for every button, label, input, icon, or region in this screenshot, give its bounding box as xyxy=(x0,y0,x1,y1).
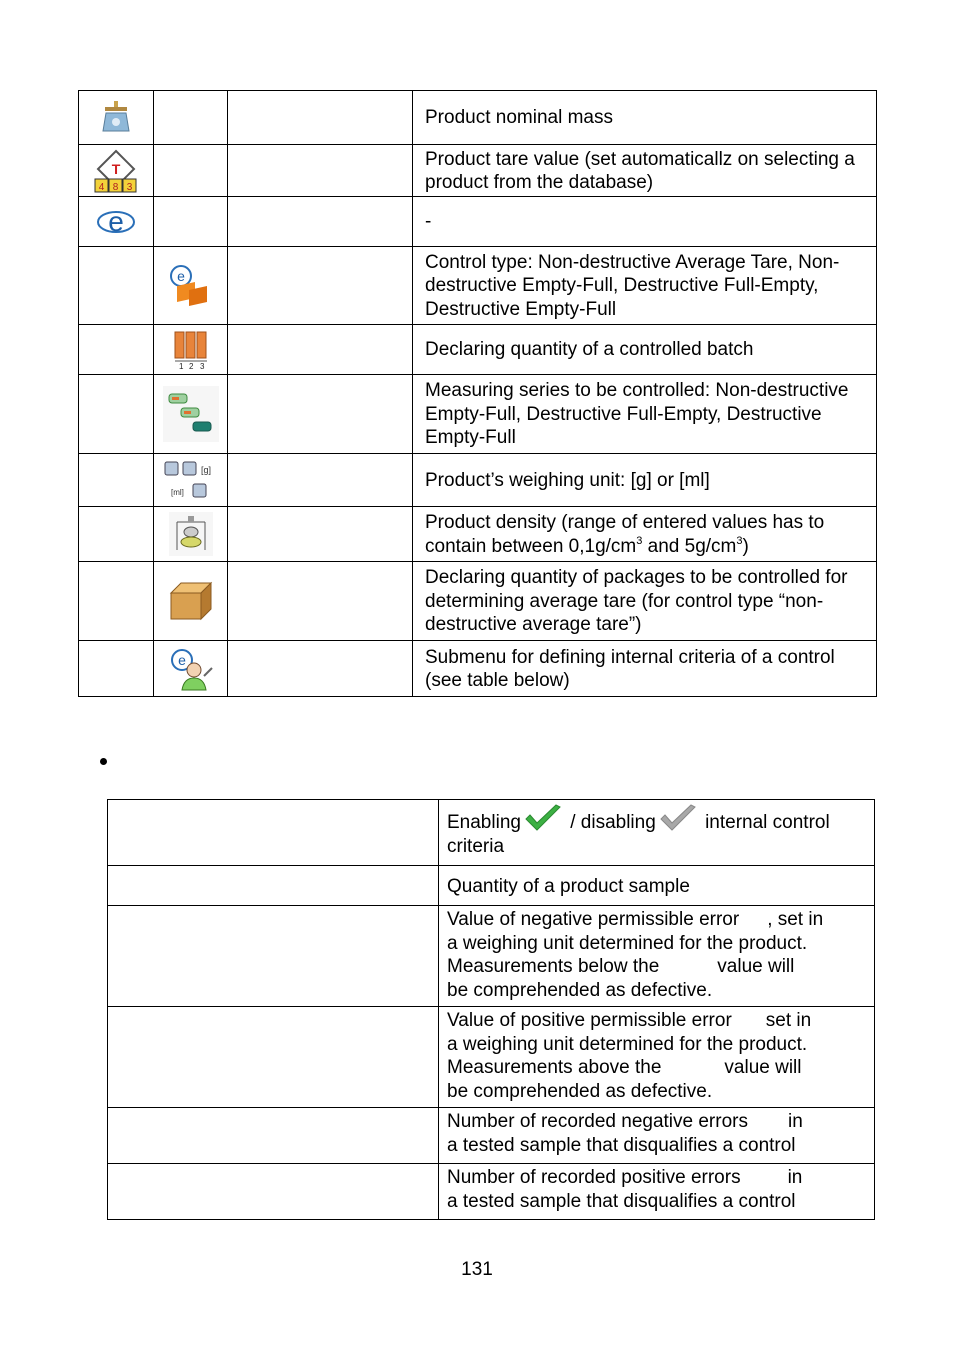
table-row xyxy=(79,375,877,454)
bullet-point xyxy=(100,758,107,765)
line xyxy=(447,908,866,932)
table-row xyxy=(79,454,877,507)
row-description: Product nominal mass xyxy=(413,91,877,145)
table-row xyxy=(79,91,877,145)
empty-cell xyxy=(228,91,413,145)
svg-text:[g]: [g] xyxy=(200,465,211,475)
row-description xyxy=(413,507,877,562)
control-type-icon xyxy=(167,262,215,310)
e-logo-icon xyxy=(96,204,136,240)
page-number: 131 xyxy=(461,1259,493,1280)
icon-cell xyxy=(154,562,228,641)
density-text-c: ) xyxy=(742,535,749,557)
internal-control-text: internal control criteria xyxy=(447,812,830,857)
text-fragment: Number of recorded negative errors xyxy=(447,1111,748,1132)
row-description: Submenu for defining internal criteria of a control (see table below) xyxy=(413,641,877,697)
line xyxy=(447,1056,866,1080)
internal-criteria-table xyxy=(107,799,875,1220)
density-text-a: Product density (range of entered values has to contain between 0,1g/cm xyxy=(425,512,825,557)
icon-cell xyxy=(79,145,154,197)
text-fragment: in xyxy=(787,1167,803,1188)
text-fragment: , set in xyxy=(767,909,824,930)
line: a weighing unit determined for the product. xyxy=(447,1033,808,1055)
table-row xyxy=(108,1108,875,1164)
svg-text:2: 2 xyxy=(188,361,193,370)
row-description xyxy=(439,1108,875,1164)
line xyxy=(447,1110,866,1134)
line: be comprehended as defective. xyxy=(447,1080,713,1102)
table-row xyxy=(108,866,875,906)
weighing-unit-icon xyxy=(163,458,219,502)
svg-text:[ml]: [ml] xyxy=(170,488,184,497)
icon-cell xyxy=(154,641,228,697)
svg-text:e: e xyxy=(176,267,185,284)
row-description xyxy=(439,1007,875,1108)
empty-cell xyxy=(228,145,413,197)
svg-text:e: e xyxy=(177,651,186,668)
empty-cell xyxy=(154,91,228,145)
text-fragment: Value of negative permissible error xyxy=(447,909,740,930)
submenu-criteria-icon xyxy=(168,646,214,692)
check-disabled-icon xyxy=(658,804,698,834)
line xyxy=(447,955,866,979)
table-row xyxy=(79,507,877,562)
table-row xyxy=(79,247,877,325)
svg-text:T: T xyxy=(111,160,121,177)
disabling-text: / disabling xyxy=(564,812,656,833)
empty-cell xyxy=(228,562,413,641)
row-description: Quantity of a product sample xyxy=(439,866,875,906)
row-description: Control type: Non-destructive Average Tare, Non-destructive Empty-Full, Destructive Full-Empty, Destructive Empty-Full xyxy=(413,247,877,325)
table-row xyxy=(108,800,875,866)
empty-cell xyxy=(154,145,228,197)
empty-cell xyxy=(228,375,413,454)
icon-cell xyxy=(154,325,228,375)
empty-cell xyxy=(228,641,413,697)
row-description: - xyxy=(413,197,877,247)
text-fragment: value will xyxy=(717,956,795,977)
icon-cell xyxy=(154,454,228,507)
svg-text:e: e xyxy=(108,205,124,237)
row-description: Product’s weighing unit: [g] or [ml] xyxy=(413,454,877,507)
superscript: 3 xyxy=(636,534,643,547)
text-fragment: in xyxy=(787,1111,803,1132)
empty-cell xyxy=(228,454,413,507)
empty-cell xyxy=(79,325,154,375)
icon-cell xyxy=(79,197,154,247)
measuring-series-icon xyxy=(163,386,219,442)
density-icon xyxy=(169,512,213,556)
table-row xyxy=(79,325,877,375)
package-box-icon xyxy=(169,581,213,621)
row-description xyxy=(439,906,875,1007)
empty-cell xyxy=(228,197,413,247)
svg-text:3: 3 xyxy=(199,361,204,370)
row-description: Measuring series to be controlled: Non-destructive Empty-Full, Destructive Full-Empty, Destructive Empty-Full xyxy=(413,375,877,454)
icon-cell xyxy=(154,375,228,454)
batch-quantity-icon xyxy=(173,330,209,370)
table-row xyxy=(79,641,877,697)
empty-cell xyxy=(79,454,154,507)
empty-cell xyxy=(228,247,413,325)
text-fragment: Measurements below the xyxy=(447,956,660,977)
superscript: 3 xyxy=(736,534,743,547)
line: a tested sample that disqualifies a control xyxy=(447,1134,796,1156)
row-description: Declaring quantity of packages to be controlled for determining average tare (for control type “non-destructive average tare”) xyxy=(413,562,877,641)
row-description xyxy=(439,1164,875,1220)
svg-text:3: 3 xyxy=(126,181,133,193)
tare-blocks-icon xyxy=(94,149,138,193)
table-row xyxy=(79,197,877,247)
table-row xyxy=(108,1007,875,1108)
empty-cell xyxy=(108,866,439,906)
icon-cell xyxy=(79,91,154,145)
empty-cell xyxy=(108,1164,439,1220)
empty-cell xyxy=(79,247,154,325)
scale-weight-icon xyxy=(101,99,131,137)
svg-text:4: 4 xyxy=(98,181,105,193)
svg-text:8: 8 xyxy=(112,181,119,193)
density-text-b: and 5g/cm xyxy=(642,535,737,557)
empty-cell xyxy=(108,1007,439,1108)
line xyxy=(447,1009,866,1033)
line xyxy=(447,1166,866,1190)
icon-cell xyxy=(154,507,228,562)
line: a tested sample that disqualifies a control xyxy=(447,1190,796,1212)
text-fragment: set in xyxy=(765,1010,812,1031)
empty-cell xyxy=(79,507,154,562)
empty-cell xyxy=(108,800,439,866)
text-fragment: Number of recorded positive errors xyxy=(447,1167,741,1188)
line: a weighing unit determined for the product. xyxy=(447,932,808,954)
table-row xyxy=(108,906,875,1007)
text-fragment: Value of positive permissible error xyxy=(447,1010,732,1031)
empty-cell xyxy=(79,562,154,641)
row-description: Product tare value (set automaticallz on selecting a product from the database) xyxy=(413,145,877,197)
parameters-table xyxy=(78,90,877,697)
empty-cell xyxy=(108,1108,439,1164)
table-row xyxy=(79,145,877,197)
check-enabled-icon xyxy=(523,804,563,834)
empty-cell xyxy=(154,197,228,247)
empty-cell xyxy=(108,906,439,1007)
row-description: Declaring quantity of a controlled batch xyxy=(413,325,877,375)
svg-text:1: 1 xyxy=(178,361,183,370)
empty-cell xyxy=(228,325,413,375)
text-fragment: Measurements above the xyxy=(447,1057,662,1078)
icon-cell xyxy=(154,247,228,325)
table-row xyxy=(79,562,877,641)
enabling-text: Enabling xyxy=(447,812,521,833)
table-row xyxy=(108,1164,875,1220)
empty-cell xyxy=(79,375,154,454)
row-description xyxy=(439,800,875,866)
empty-cell xyxy=(228,507,413,562)
text-fragment: value will xyxy=(724,1057,802,1078)
empty-cell xyxy=(79,641,154,697)
line: be comprehended as defective. xyxy=(447,979,713,1001)
